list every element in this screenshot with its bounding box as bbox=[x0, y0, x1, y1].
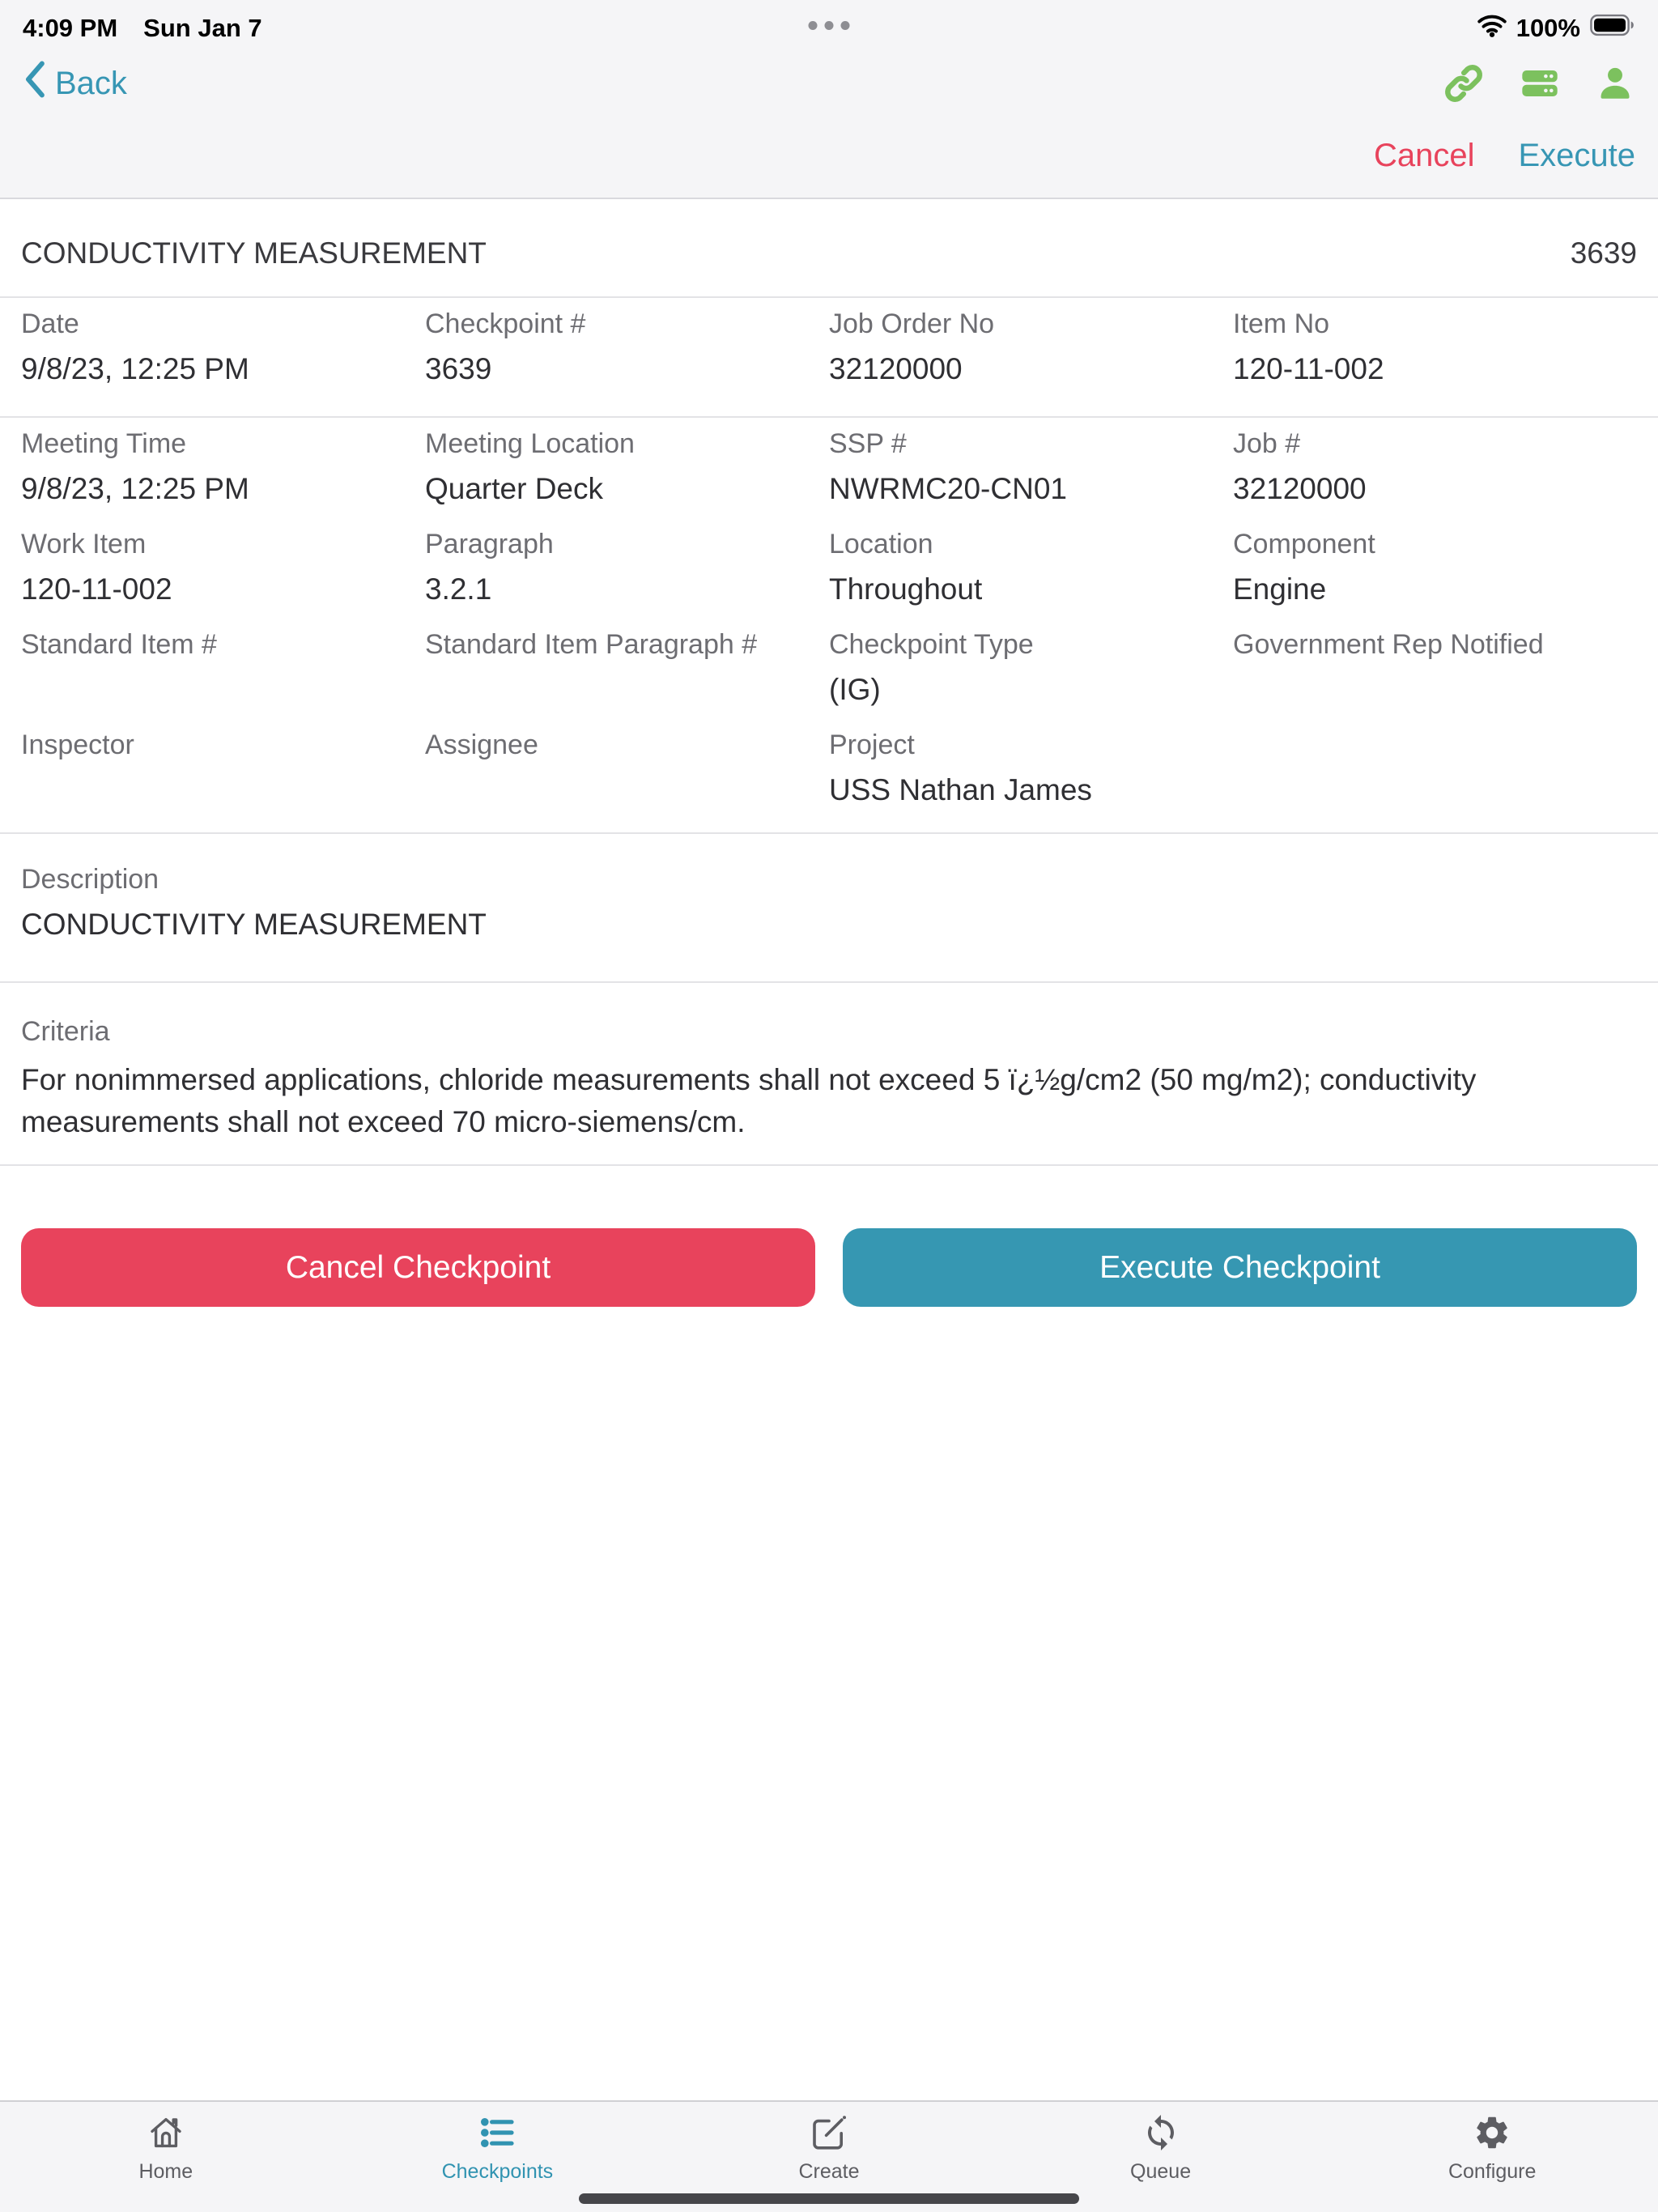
field-row bbox=[21, 719, 1637, 819]
cancel-link[interactable]: Cancel bbox=[1373, 137, 1475, 173]
server-stack-icon[interactable] bbox=[1519, 62, 1561, 104]
field-item-no: Item No 120-11-002 bbox=[1233, 308, 1384, 385]
criteria-value: For nonimmersed applications, chloride measurements shall not exceed 5 ï¿½g/cm2 (50 mg/m2); conductivity measurements shall not exceed 70 micro-siemens/cm. bbox=[21, 1063, 1477, 1138]
description-value: CONDUCTIVITY MEASUREMENT bbox=[21, 908, 487, 941]
field-checkpoint-number: Checkpoint # 3639 bbox=[425, 308, 586, 385]
field-row bbox=[21, 298, 1637, 416]
top-bar bbox=[0, 0, 1658, 199]
home-icon bbox=[147, 2113, 185, 2152]
divider bbox=[0, 1164, 1658, 1166]
field-row bbox=[21, 418, 1637, 518]
chevron-left-icon bbox=[23, 61, 47, 106]
link-icon[interactable] bbox=[1443, 62, 1485, 104]
fields-section-1 bbox=[21, 298, 1637, 416]
field-location: Location Throughout bbox=[829, 529, 983, 606]
configure-gear-icon bbox=[1473, 2113, 1511, 2152]
status-time: 4:09 PM bbox=[23, 14, 118, 42]
field-assignee: Assignee bbox=[425, 730, 538, 760]
checkpoint-detail bbox=[0, 199, 1658, 1307]
description-section bbox=[21, 834, 1637, 981]
field-gov-rep-notified: Government Rep Notified bbox=[1233, 629, 1544, 660]
battery-icon bbox=[1590, 14, 1635, 43]
checkpoints-icon bbox=[478, 2113, 517, 2152]
back-label: Back bbox=[55, 65, 127, 101]
field-standard-item: Standard Item # bbox=[21, 629, 217, 660]
tab-home[interactable] bbox=[69, 2113, 263, 2184]
field-row bbox=[21, 619, 1637, 719]
back-button[interactable] bbox=[23, 61, 127, 106]
tab-create[interactable] bbox=[732, 2113, 926, 2184]
execute-link[interactable]: Execute bbox=[1518, 137, 1635, 173]
field-paragraph: Paragraph 3.2.1 bbox=[425, 529, 554, 606]
battery-percent: 100% bbox=[1516, 14, 1580, 42]
tab-queue-label: Queue bbox=[1130, 2160, 1192, 2183]
page-title: CONDUCTIVITY MEASUREMENT bbox=[21, 236, 487, 270]
home-indicator[interactable] bbox=[579, 2193, 1079, 2204]
queue-sync-icon bbox=[1141, 2113, 1180, 2152]
nav-bar bbox=[23, 49, 1635, 118]
fields-section-2 bbox=[21, 418, 1637, 832]
field-component: Component Engine bbox=[1233, 529, 1375, 606]
criteria-label: Criteria bbox=[21, 1016, 110, 1047]
checkpoint-header bbox=[21, 199, 1637, 296]
criteria-section bbox=[21, 983, 1637, 1164]
person-icon[interactable] bbox=[1595, 63, 1635, 104]
field-project: Project USS Nathan James bbox=[829, 730, 1092, 806]
field-ssp-number: SSP # NWRMC20-CN01 bbox=[829, 428, 1067, 505]
multitasking-dots-icon bbox=[809, 21, 850, 30]
field-standard-item-paragraph: Standard Item Paragraph # bbox=[425, 629, 758, 660]
field-work-item: Work Item 120-11-002 bbox=[21, 529, 172, 606]
tab-configure-label: Configure bbox=[1448, 2160, 1537, 2183]
tab-checkpoints-label: Checkpoints bbox=[441, 2160, 554, 2183]
tab-queue[interactable] bbox=[1064, 2113, 1258, 2184]
status-bar bbox=[23, 8, 1635, 49]
field-empty bbox=[1233, 729, 1637, 808]
tab-home-label: Home bbox=[138, 2160, 193, 2183]
tab-create-label: Create bbox=[798, 2160, 860, 2183]
checkpoint-number: 3639 bbox=[1570, 236, 1637, 270]
create-icon bbox=[810, 2113, 848, 2152]
checkpoint-actions bbox=[21, 1228, 1637, 1307]
field-row bbox=[21, 518, 1637, 619]
field-job-number: Job # 32120000 bbox=[1233, 428, 1367, 505]
cancel-checkpoint-button[interactable]: Cancel Checkpoint bbox=[21, 1228, 815, 1307]
wifi-icon bbox=[1477, 14, 1507, 44]
tab-checkpoints[interactable] bbox=[400, 2113, 594, 2184]
field-inspector: Inspector bbox=[21, 730, 134, 760]
execute-checkpoint-button[interactable]: Execute Checkpoint bbox=[843, 1228, 1637, 1307]
field-meeting-time: Meeting Time 9/8/23, 12:25 PM bbox=[21, 428, 249, 505]
field-checkpoint-type: Checkpoint Type (IG) bbox=[829, 629, 1034, 706]
status-date: Sun Jan 7 bbox=[143, 14, 262, 42]
description-label: Description bbox=[21, 864, 159, 895]
field-job-order-no: Job Order No 32120000 bbox=[829, 308, 995, 385]
field-date: Date 9/8/23, 12:25 PM bbox=[21, 308, 249, 385]
action-bar bbox=[23, 118, 1635, 198]
tab-configure[interactable] bbox=[1395, 2113, 1589, 2184]
field-meeting-location: Meeting Location Quarter Deck bbox=[425, 428, 635, 505]
